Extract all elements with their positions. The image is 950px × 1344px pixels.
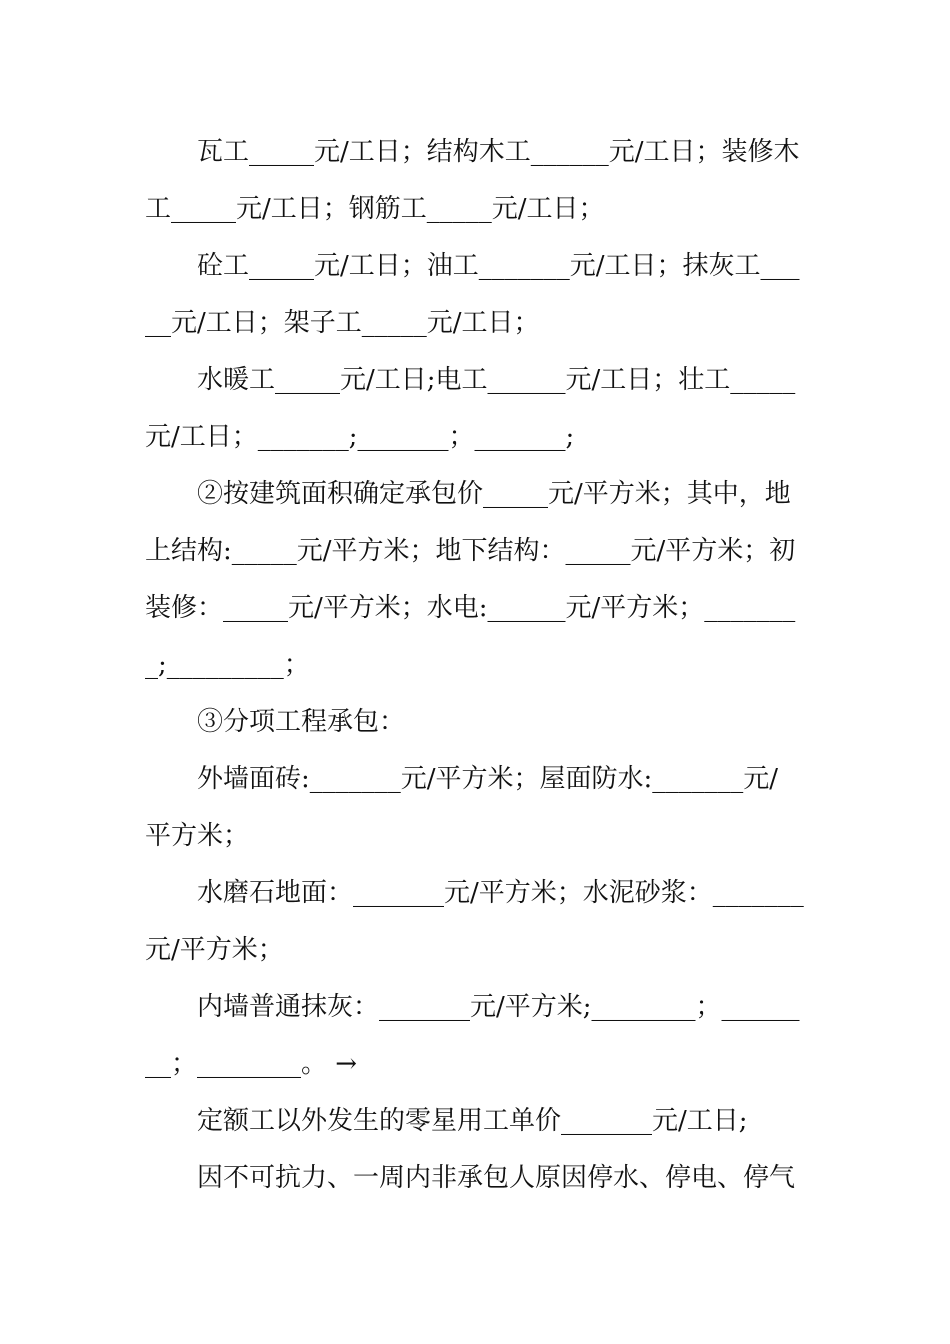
text-line: 水磨石地面：_______元/平方米；水泥砂浆：_______ [197,878,804,908]
text-line: ③分项工程承包： [197,707,406,737]
text-line: __；________。 → [145,1049,358,1079]
text-line: _;_________； [145,650,310,680]
text-line: 外墙面砖:_______元/平方米；屋面防水:_______元/ [197,764,779,794]
text-line: 元/平方米； [145,935,284,965]
text-line: 定额工以外发生的零星用工单价_______元/工日; [197,1106,748,1136]
text-line: 元/工日；_______;_______；_______; [145,422,575,452]
text-line: 砼工_____元/工日；油工_______元/工日；抹灰工___ [197,251,800,281]
text-line: 水暖工_____元/工日;电工______元/工日；壮工_____ [197,365,796,395]
text-line: ②按建筑面积确定承包价_____元/平方米；其中，地 [197,479,791,509]
text-line: 内墙普通抹灰：_______元/平方米;________；______ [197,992,800,1022]
text-line: 瓦工_____元/工日；结构木工______元/工日；装修木 [197,137,800,167]
text-line: 因不可抗力、一周内非承包人原因停水、停电、停气 [197,1163,796,1193]
text-line: __元/工日；架子工_____元/工日； [145,308,540,338]
text-line: 工_____元/工日；钢筋工_____元/工日； [145,194,605,224]
text-line: 装修：_____元/平方米；水电:______元/平方米；_______ [145,593,796,623]
text-line: 上结构:_____元/平方米；地下结构：_____元/平方米；初 [145,536,796,566]
text-line: 平方米； [145,821,250,851]
